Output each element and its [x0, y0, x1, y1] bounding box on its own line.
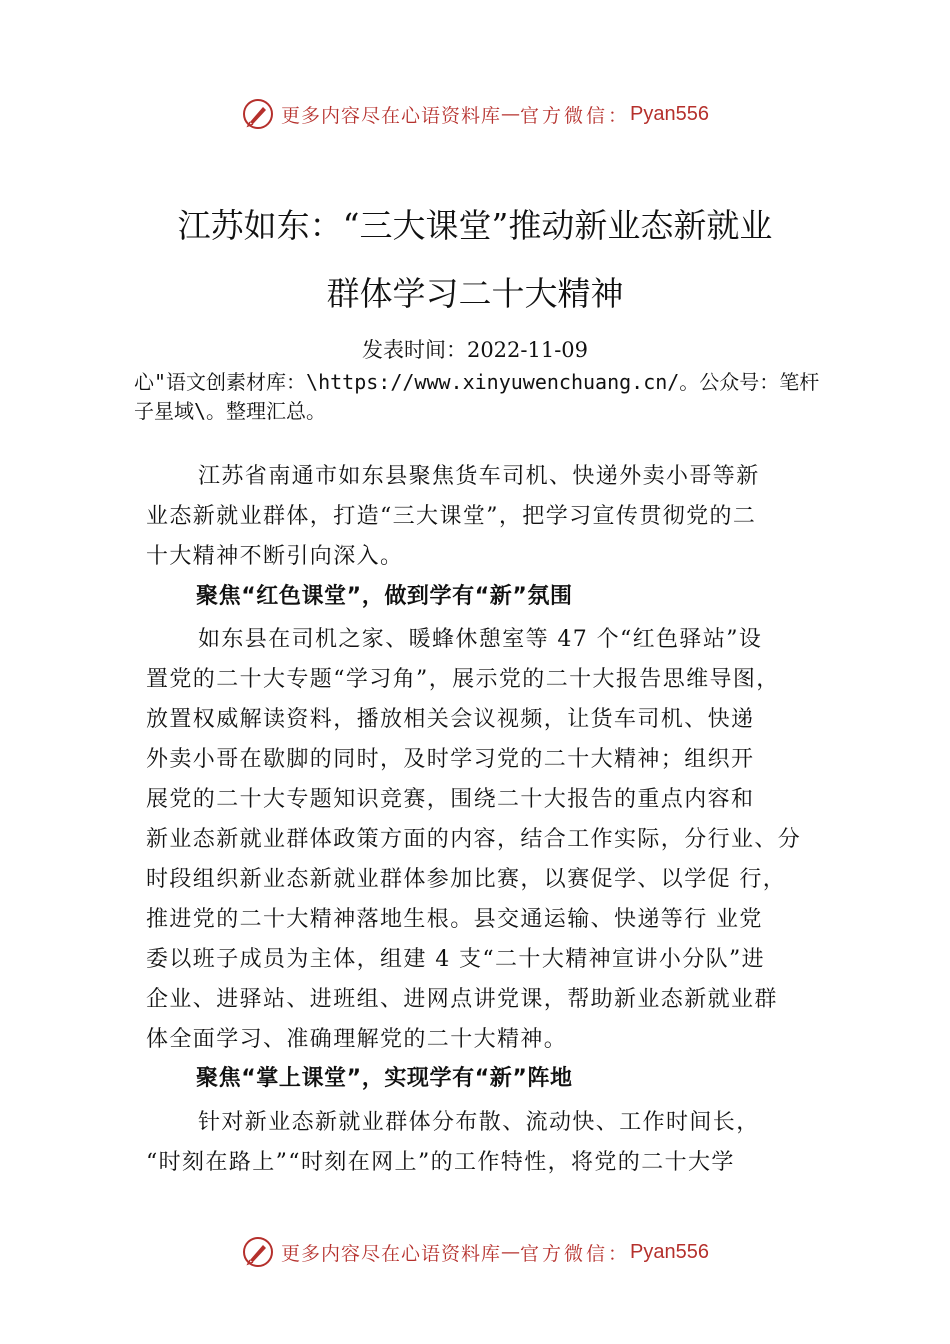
body-line: 展党的二十大专题知识竞赛，围绕二十大报告的重点内容和 — [146, 787, 755, 812]
banner-wechat-id: Pyan556 — [630, 102, 709, 125]
section-heading-palm-classroom: 聚焦“掌上课堂”，实现学有“新”阵地 — [196, 1066, 573, 1091]
body-line: 十大精神不断引向深入。 — [146, 544, 404, 569]
pen-logo-icon — [241, 1235, 275, 1269]
body-line: 置党的二十大专题“学习角”，展示党的二十大报告思维导图， — [146, 667, 780, 692]
pen-logo-icon — [241, 97, 275, 131]
body-line: 体全面学习、准确理解党的二十大精神。 — [146, 1027, 568, 1052]
body-line: 放置权威解读资料，播放相关会议视频，让货车司机、快递 — [146, 707, 755, 732]
banner-dash: — — [501, 1241, 521, 1263]
body-line: 业态新就业群体，打造“三大课堂”，把学习宣传贯彻党的二 — [146, 504, 757, 529]
body-line: 委以班子成员为主体，组建 4 支“二十大精神宣讲小分队”进 — [146, 947, 766, 972]
publish-date: 发表时间：2022-11-09 — [361, 338, 589, 362]
body-line: “时刻在路上”“时刻在网上”的工作特性，将党的二十大学 — [146, 1150, 735, 1175]
banner-dash: — — [501, 103, 521, 125]
section-heading-red-classroom: 聚焦“红色课堂”，做到学有“新”氛围 — [196, 584, 573, 609]
article-title-line-2: 群体学习二十大精神 — [326, 274, 624, 313]
banner-brand-text: 更多内容尽在心语资料库 — [281, 104, 502, 127]
body-line: 新业态新就业群体政策方面的内容，结合工作实际，分行业、分 — [146, 827, 802, 852]
body-line: 针对新业态新就业群体分布散、流动快、工作时间长， — [198, 1110, 760, 1135]
body-line: 企业、进驿站、进班组、进网点讲党课，帮助新业态新就业群 — [146, 987, 778, 1012]
banner-wechat-id: Pyan556 — [630, 1240, 709, 1263]
body-line: 江苏省南通市如东县聚焦货车司机、快递外卖小哥等新 — [198, 464, 760, 489]
body-line: 时段组织新业态新就业群体参加比赛，以赛促学、以学促 行， — [146, 867, 787, 892]
body-line: 外卖小哥在歇脚的同时，及时学习党的二十大精神；组织开 — [146, 747, 755, 772]
footer-watermark-banner — [0, 1232, 950, 1272]
banner-brand-text: 更多内容尽在心语资料库 — [281, 1242, 502, 1265]
body-line: 推进党的二十大精神落地生根。县交通运输、快递等行 业党 — [146, 907, 763, 932]
header-watermark-banner — [0, 94, 950, 134]
body-line: 如东县在司机之家、暖蜂休憩室等 47 个“红色驿站”设 — [198, 627, 763, 652]
article-title-line-1: 江苏如东：“三大课堂”推动新业态新就业 — [177, 206, 773, 245]
banner-wechat-label: 官方微信： — [520, 104, 631, 127]
banner-wechat-label: 官方微信： — [520, 1242, 631, 1265]
source-note: 心"语文创素材库：\https://www.xinyuwenchuang.cn/。公众号：笔杆子星域\。整理汇总。 — [134, 370, 820, 423]
